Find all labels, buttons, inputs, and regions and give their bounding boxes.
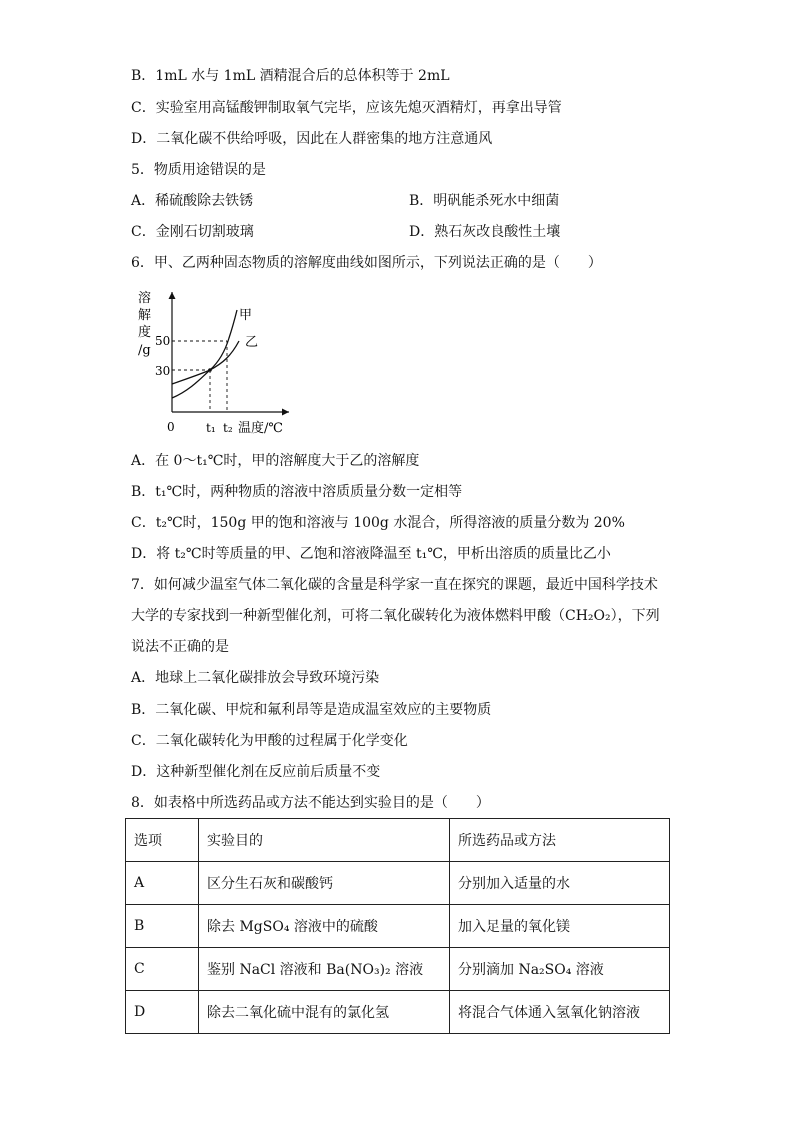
row-option: D — [126, 991, 199, 1034]
row-option: B — [126, 905, 199, 948]
curve-yi — [172, 341, 239, 384]
q7-option-b: B．二氧化碳、甲烷和氟利昂等是造成温室效应的主要物质 — [131, 702, 492, 718]
q6-option-d: D．将 t₂℃时等质量的甲、乙饱和溶液降温至 t₁℃，甲析出溶质的质量比乙小 — [131, 546, 611, 562]
table-header-row — [126, 819, 670, 862]
q6-stem: 6．甲、乙两种固态物质的溶解度曲线如图所示，下列说法正确的是（ ） — [131, 255, 602, 271]
q7-option-c: C．二氧化碳转化为甲酸的过程属于化学变化 — [131, 733, 408, 749]
y-label-char-4: /g — [138, 343, 151, 358]
q8-stem: 8．如表格中所选药品或方法不能达到实验目的是（ ） — [131, 795, 490, 811]
q7-option-a: A．地球上二氧化碳排放会导致环境污染 — [131, 670, 380, 686]
origin-label: 0 — [167, 420, 175, 434]
row-method: 分别滴加 Na₂SO₄ 溶液 — [450, 948, 670, 991]
y-tick-50: 50 — [155, 334, 171, 348]
q7-option-d: D．这种新型催化剂在反应前后质量不变 — [131, 764, 381, 780]
y-label-char-3: 度 — [138, 325, 152, 340]
row-purpose: 区分生石灰和碳酸钙 — [199, 862, 450, 905]
legend-jia: 甲 — [239, 308, 253, 323]
q5-stem: 5．物质用途错误的是 — [131, 162, 266, 178]
q6-option-b: B．t₁℃时，两种物质的溶液中溶质质量分数一定相等 — [131, 484, 463, 500]
row-method: 分别加入适量的水 — [450, 862, 670, 905]
row-purpose: 除去二氧化硫中混有的氯化氢 — [199, 991, 450, 1034]
y-tick-30: 30 — [155, 364, 171, 378]
header-method: 所选药品或方法 — [450, 819, 670, 862]
row-method: 加入足量的氧化镁 — [450, 905, 670, 948]
q4-option-d: D．二氧化碳不供给呼吸，因此在人群密集的地方注意通风 — [131, 131, 493, 147]
q5-option-b: B．明矾能杀死水中细菌 — [409, 193, 560, 209]
q5-option-a: A．稀硫酸除去铁锈 — [131, 193, 254, 209]
header-option: 选项 — [126, 819, 199, 862]
table-row — [126, 905, 670, 948]
q6-option-c: C．t₂℃时，150g 甲的饱和溶液与 100g 水混合，所得溶液的质量分数为 20% — [131, 515, 625, 531]
q6-option-a: A．在 0～t₁℃时，甲的溶解度大于乙的溶解度 — [131, 453, 420, 469]
q5-option-c: C．金刚石切割玻璃 — [131, 224, 254, 240]
legend-yi: 乙 — [245, 335, 259, 350]
table-row — [126, 862, 670, 905]
x-axis-label: 温度/℃ — [238, 421, 283, 436]
q7-stem-line-1: 7．如何减少温室气体二氧化碳的含量是科学家一直在探究的课题，最近中国科学技术 — [131, 577, 658, 593]
q7-stem-line-3: 说法不正确的是 — [131, 639, 229, 655]
x-tick-t1: t₁ — [206, 421, 216, 435]
row-method: 将混合气体通入氢氧化钠溶液 — [450, 991, 670, 1034]
q7-stem-line-2: 大学的专家找到一种新型催化剂，可将二氧化碳转化为液体燃料甲酸（CH₂O₂），下列 — [131, 608, 660, 624]
q8-table — [125, 818, 670, 1034]
q4-option-c: C．实验室用高锰酸钾制取氧气完毕，应该先熄灭酒精灯，再拿出导管 — [131, 100, 562, 116]
y-label-char-1: 溶 — [138, 291, 152, 306]
row-option: A — [126, 862, 199, 905]
row-purpose: 鉴别 NaCl 溶液和 Ba(NO₃)₂ 溶液 — [199, 948, 450, 991]
x-tick-t2: t₂ — [223, 421, 233, 435]
row-option: C — [126, 948, 199, 991]
y-label-char-2: 解 — [138, 308, 152, 323]
intersection-point — [208, 368, 212, 372]
row-purpose: 除去 MgSO₄ 溶液中的硫酸 — [199, 905, 450, 948]
table-row — [126, 948, 670, 991]
table-row — [126, 991, 670, 1034]
header-purpose: 实验目的 — [199, 819, 450, 862]
q5-option-d: D．熟石灰改良酸性土壤 — [409, 224, 561, 240]
q4-option-b: B．1mL 水与 1mL 酒精混合后的总体积等于 2mL — [131, 68, 450, 84]
solubility-chart — [131, 286, 301, 438]
